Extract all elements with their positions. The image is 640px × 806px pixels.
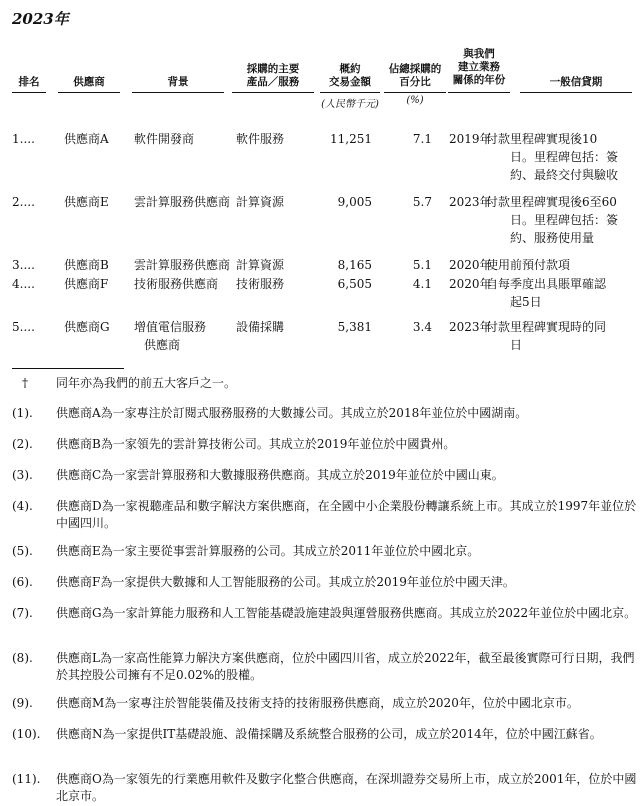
- terms-cell: 付款里程碑實現後6至60 日。里程碑包括：簽 約、服務使用量: [486, 195, 619, 245]
- background-cell: 雲計算服務供應商: [134, 195, 231, 209]
- year-title: 2023年: [12, 10, 69, 28]
- supplier-cell: 供應商B: [64, 258, 109, 272]
- header-rule: [448, 92, 510, 93]
- footnote-mark: (3).: [12, 468, 33, 482]
- footnote-mark: (7).: [12, 606, 33, 620]
- header-background: 背景: [167, 76, 189, 88]
- product-cell: 軟件服務: [236, 132, 285, 146]
- pct-cell: 4.1: [412, 277, 432, 291]
- header-rule: [384, 92, 446, 93]
- footnote-text: 供應商N為一家提供IT基礎設施、設備採購及系統整合服務的公司，成立於2014年，位於中國江蘇省。: [56, 727, 602, 741]
- amount-cell: 9,005: [337, 195, 372, 209]
- amount-unit: (人民幣千元): [321, 99, 379, 110]
- terms-cell: 付款里程碑實現時的同 日: [486, 320, 607, 352]
- header-pct: 佔總採購的 百分比: [388, 63, 442, 88]
- amount-cell: 8,165: [337, 258, 372, 272]
- footnote-mark: (11).: [12, 772, 41, 786]
- amount-cell: 6,505: [337, 277, 372, 291]
- header-rule: [132, 92, 224, 93]
- product-cell: 設備採購: [236, 320, 285, 334]
- footnote-mark: (9).: [12, 696, 33, 710]
- year-cell: 2023年: [449, 195, 492, 209]
- header-rank: 排名: [18, 76, 40, 88]
- product-cell: 計算資源: [236, 195, 285, 209]
- footnote-mark: (4).: [12, 499, 33, 513]
- footnote-mark: (8).: [12, 651, 33, 665]
- rank-cell: 5....: [12, 320, 35, 334]
- pct-cell: 5.7: [412, 195, 432, 209]
- header-rule: [520, 92, 632, 93]
- footnote-text: 同年亦為我們的前五大客戶之一。: [56, 376, 237, 390]
- background-cell: 軟件開發商: [134, 132, 195, 146]
- terms-cell: 使用前預付款項: [486, 258, 571, 272]
- header-terms: 一般信貸期: [549, 76, 603, 88]
- footnote-text: 供應商C為一家雲計算服務和大數據服務供應商。其成立於2019年並位於中國山東。: [56, 468, 504, 482]
- pct-cell: 7.1: [412, 132, 432, 146]
- rank-cell: 2....: [12, 195, 35, 209]
- supplier-cell: 供應商G: [64, 320, 110, 334]
- footnote-mark: (5).: [12, 544, 33, 558]
- footnote-text: 供應商G為一家計算能力服務和人工智能基礎設施建設與運營服務供應商。其成立於2022年並位於中國北京。: [56, 606, 637, 620]
- pct-cell: 5.1: [412, 258, 432, 272]
- footnote-text: 供應商O為一家領先的行業應用軟件及數字化整合供應商，在深圳證券交易所上市，成立於2001年，位於中國北京市。: [56, 772, 637, 803]
- header-rule: [58, 92, 120, 93]
- year-cell: 2023年: [449, 320, 492, 334]
- year-cell: 2020年: [449, 258, 492, 272]
- supplier-cell: 供應商A: [64, 132, 109, 146]
- header-supplier: 供應商: [73, 76, 105, 88]
- terms-cell: 付款里程碑實現後10 日。里程碑包括：簽 約、最終交付與驗收: [486, 132, 619, 182]
- footnote-mark: (2).: [12, 437, 33, 451]
- supplier-cell: 供應商E: [64, 195, 109, 209]
- rank-cell: 4....: [12, 277, 35, 291]
- header-amount: 概約 交易金額: [329, 63, 371, 88]
- terms-cell: 自每季度出具賬單確認 起5日: [486, 277, 607, 309]
- footnote-text: 供應商F為一家提供大數據和人工智能服務的公司。其成立於2019年並位於中國天津。: [56, 575, 515, 589]
- header-rule: [12, 92, 46, 93]
- year-cell: 2019年: [449, 132, 492, 146]
- footnote-text: 供應商E為一家主要從事雲計算服務的公司。其成立於2011年並位於中國北京。: [56, 544, 480, 558]
- footnote-mark: (1).: [12, 406, 33, 420]
- footnote-separator: [12, 368, 124, 369]
- background-cell: 技術服務供應商: [134, 277, 219, 291]
- rank-cell: 3....: [12, 258, 35, 272]
- footnote-text: 供應商D為一家視聽產品和數字解決方案供應商，在全國中小企業股份轉讓系統上市。其成立於1997年並位於中國四川。: [56, 499, 637, 530]
- footnote-text: 供應商L為一家高性能算力解決方案供應商，位於中國四川省，成立於2022年，截至最後實際可行日期，我們於其控股公司擁有不足0.02%的股權。: [56, 651, 635, 682]
- product-cell: 計算資源: [236, 258, 285, 272]
- pct-cell: 3.4: [412, 320, 432, 334]
- header-rule: [232, 92, 314, 93]
- background-cell: 雲計算服務供應商: [134, 258, 231, 272]
- footnote-text: 供應商A為一家專注於訂閱式服務服務的大數據公司。其成立於2018年並位於中國湖南。: [56, 406, 528, 420]
- pct-unit: (%): [406, 95, 424, 106]
- amount-cell: 11,251: [330, 132, 372, 146]
- footnote-mark: (10).: [12, 727, 41, 741]
- product-cell: 技術服務: [236, 277, 285, 291]
- supplier-cell: 供應商F: [64, 277, 109, 291]
- header-products: 採購的主要 產品／服務: [246, 63, 300, 88]
- footnote-text: 供應商B為一家領先的雲計算技術公司。其成立於2019年並位於中國貴州。: [56, 437, 456, 451]
- year-cell: 2020年: [449, 277, 492, 291]
- background-cell: 增值電信服務 供應商: [134, 320, 207, 352]
- footnote-mark: †: [22, 376, 28, 390]
- rank-cell: 1....: [12, 132, 35, 146]
- footnote-text: 供應商M為一家專注於智能裝備及技術支持的技術服務供應商，成立於2020年，位於中國北京市。: [56, 696, 579, 710]
- footnote-mark: (6).: [12, 575, 33, 589]
- header-since: 與我們 建立業務 關係的年份: [452, 48, 506, 86]
- amount-cell: 5,381: [337, 320, 372, 334]
- header-rule: [320, 92, 380, 93]
